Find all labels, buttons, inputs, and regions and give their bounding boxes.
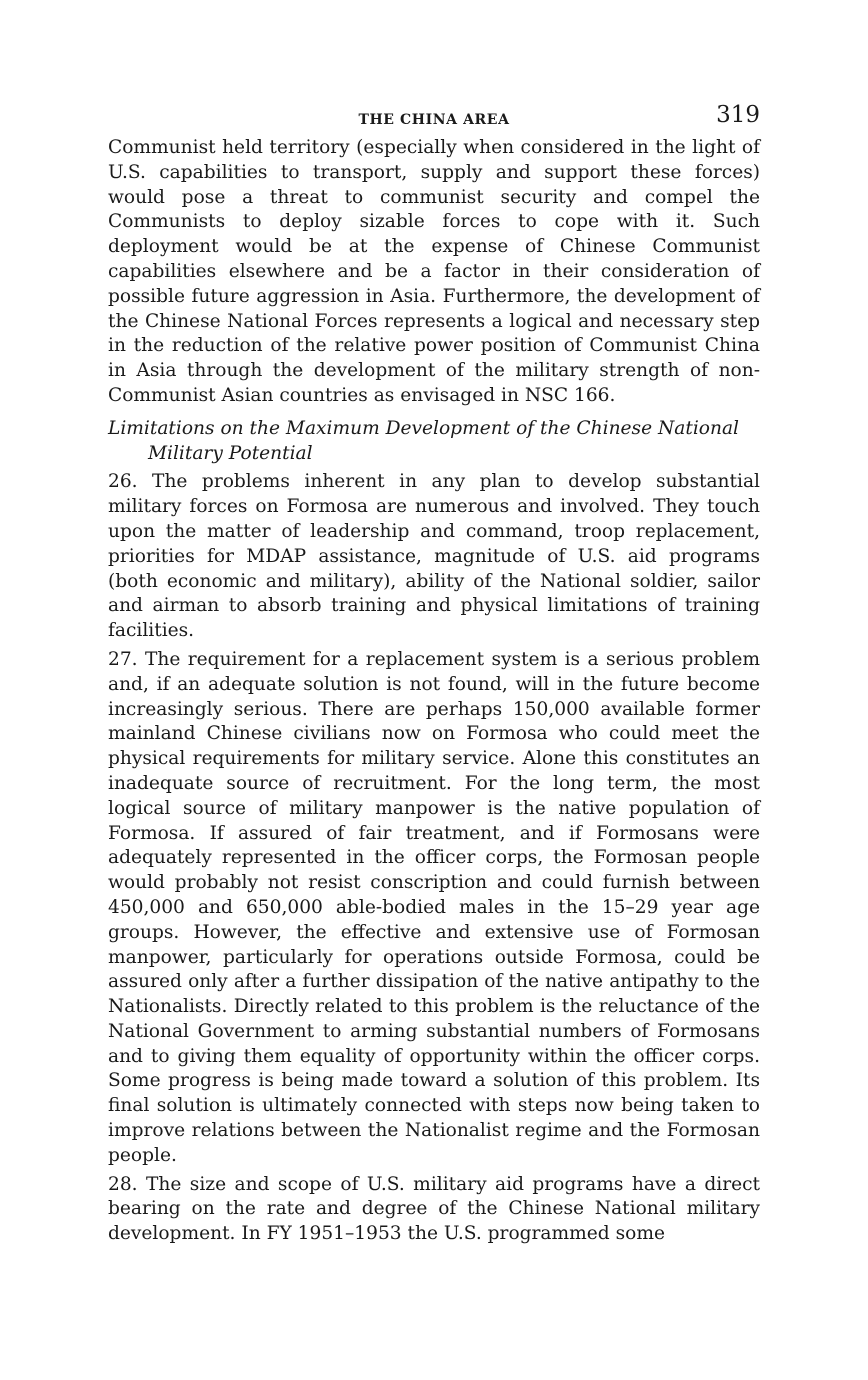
document-page	[108, 100, 760, 1247]
running-header	[108, 100, 760, 136]
paragraph-27: 27. The requirement for a replacement system is a serious problem and, if an adequate solution is not found, will in the future become increasingly serious. There are perhaps 150,000 available former mainland Chinese civilians now on Formosa who could meet the physical requirements for military service. Alone this constitutes an inadequate source of recruitment. For the long term, the most logical source of military manpower is the native population of Formosa. If assured of fair treatment, and if Formosans were adequately represented in the officer corps, the Formosan people would probably not resist conscription and could furnish between 450,000 and 650,000 able-bodied males in the 15–29 year age groups. However, the effective and extensive use of Formosan manpower, particularly for operations outside Formosa, could be assured only after a further dissipation of the native antipathy to the Nationalists. Directly related to this problem is the reluctance of the National Government to arming substantial numbers of Formosans and to giving them equality of opportunity within the officer corps. Some progress is being made toward a solution of this problem. Its final solution is ultimately connected with steps now being taken to improve relations between the Nationalist regime and the Formosan people.	[108, 648, 760, 1166]
paragraph-continuation: Communist held territory (especially when considered in the light of U.S. capabilities to transport, supply and support these forces) would pose a threat to communist security and compel the Communists to deploy sizable forces to cope with it. Such deployment would be at the expense of Chinese Communist capabilities elsewhere and be a factor in their consideration of possible future aggression in Asia. Furthermore, the development of the Chinese National Forces represents a logical and necessary step in the reduction of the relative power position of Communist China in Asia through the development of the military strength of non-Communist Asian countries as envisaged in NSC 166.	[108, 137, 760, 406]
section-heading: Limitations on the Maximum Development of the Chinese National Military Potential	[108, 417, 739, 464]
page-number: 319	[716, 102, 760, 128]
paragraph-28: 28. The size and scope of U.S. military aid programs have a direct bearing on the rate and degree of the Chinese National military development. In FY 1951–1953 the U.S. programmed some	[108, 1173, 760, 1245]
running-title: THE CHINA AREA	[358, 112, 510, 128]
paragraph-26: 26. The problems inherent in any plan to develop substantial military forces on Formosa are numerous and involved. They touch upon the matter of leadership and command, troop replacement, priorities for MDAP assistance, magnitude of U.S. aid programs (both economic and military), ability of the National soldier, sailor and airman to absorb training and physical limitations of training facilities.	[108, 471, 760, 642]
